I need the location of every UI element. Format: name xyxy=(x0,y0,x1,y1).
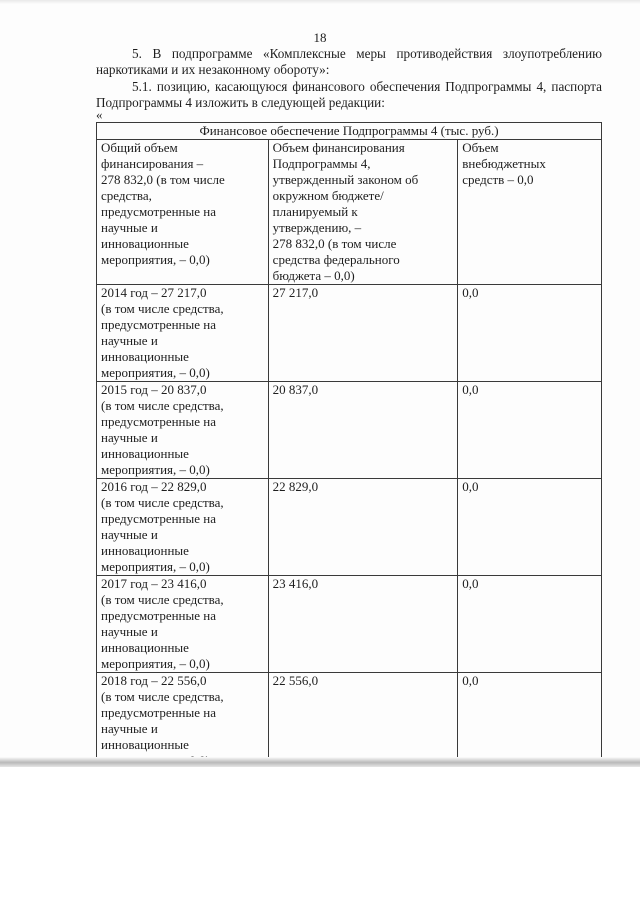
district-cell: 27 217,0 xyxy=(268,285,458,382)
scan-edge-bottom xyxy=(0,757,640,767)
table-row xyxy=(97,285,602,382)
extra-cell: 0,0 xyxy=(458,479,602,576)
district-cell: 23 416,0 xyxy=(268,576,458,673)
year-cell: 2014 год – 27 217,0 (в том числе средства, предусмотренные на научные и инновационные мероприятия, – 0,0) xyxy=(97,285,269,382)
paragraph-subprogram-heading: 5. В подпрограмме «Комплексные меры противодействия злоупотреблению наркотиками и их незаконному обороту»: xyxy=(96,46,602,77)
header-district-budget: Объем финансирования Подпрограммы 4, утвержденный законом об окружном бюджете/ планируемый к утверждению, – 278 832,0 (в том числе средства федерального бюджета – 0,0) xyxy=(268,140,458,285)
scan-edge-top xyxy=(0,0,640,4)
district-cell: 22 556,0 xyxy=(268,673,458,770)
table-caption: Финансовое обеспечение Подпрограммы 4 (тыс. руб.) xyxy=(97,123,602,140)
table-header-row xyxy=(97,140,602,285)
extra-cell: 0,0 xyxy=(458,285,602,382)
page-number: 18 xyxy=(313,30,327,45)
blank-area xyxy=(0,767,640,905)
table-row xyxy=(97,673,602,770)
year-cell: 2016 год – 22 829,0 (в том числе средства, предусмотренные на научные и инновационные мероприятия, – 0,0) xyxy=(97,479,269,576)
extra-cell: 0,0 xyxy=(458,382,602,479)
district-cell: 22 829,0 xyxy=(268,479,458,576)
extra-cell: 0,0 xyxy=(458,673,602,770)
table-row xyxy=(97,479,602,576)
year-cell: 2017 год – 23 416,0 (в том числе средства, предусмотренные на научные и инновационные мероприятия, – 0,0) xyxy=(97,576,269,673)
district-cell: 20 837,0 xyxy=(268,382,458,479)
financing-table xyxy=(96,122,602,770)
paragraph-position-change: 5.1. позицию, касающуюся финансового обеспечения Подпрограммы 4, паспорта Подпрограммы 4 изложить в следующей редакции: xyxy=(96,79,602,110)
table-row xyxy=(97,576,602,673)
table-row xyxy=(97,382,602,479)
year-cell: 2018 год – 22 556,0 (в том числе средства, предусмотренные на научные и инновационные xyxy=(97,673,269,770)
header-total-financing: Общий объем финансирования – 278 832,0 (в том числе средства, предусмотренные на научные и инновационные мероприятия, – 0,0) xyxy=(97,140,269,285)
opening-quote-mark: « xyxy=(96,107,103,122)
extra-cell: 0,0 xyxy=(458,576,602,673)
header-extrabudgetary: Объем внебюджетных средств – 0,0 xyxy=(458,140,602,285)
year-cell: 2015 год – 20 837,0 (в том числе средства, предусмотренные на научные и инновационные мероприятия, – 0,0) xyxy=(97,382,269,479)
